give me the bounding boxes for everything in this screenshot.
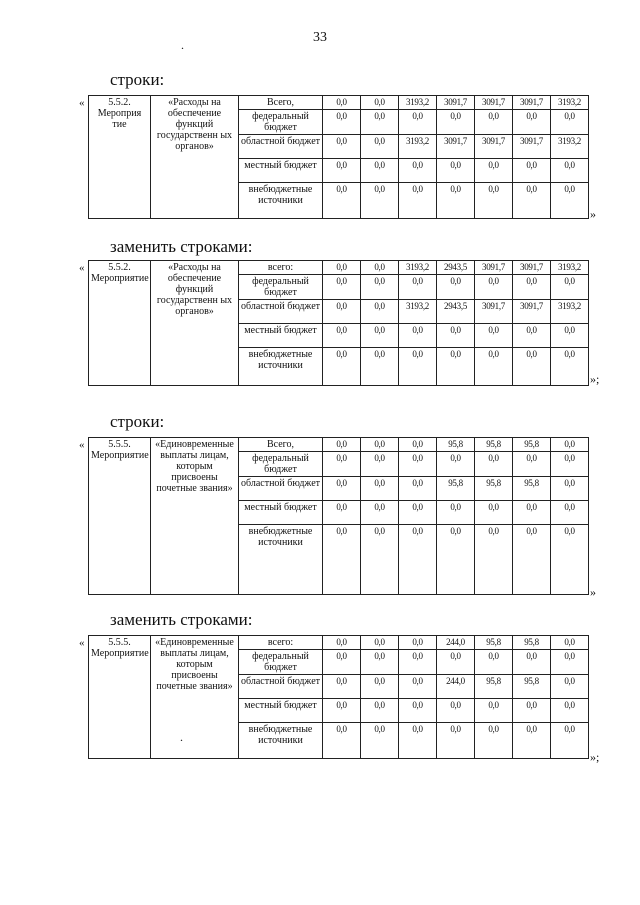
amount-cell: 3193,2 xyxy=(399,135,437,159)
open-quote: « xyxy=(79,637,85,649)
item-code-cell xyxy=(89,261,151,386)
amount-cell: 0,0 xyxy=(399,438,437,452)
item-code-cell xyxy=(89,636,151,759)
amount-cell: 3091,7 xyxy=(475,135,513,159)
amount-cell: 3193,2 xyxy=(551,261,589,275)
funding-source-label: Всего, xyxy=(239,438,323,452)
amount-cell: 0,0 xyxy=(361,261,399,275)
amount-cell: 0,0 xyxy=(551,110,589,135)
budget-table xyxy=(88,95,589,219)
amount-cell: 0,0 xyxy=(323,636,361,650)
funding-source-label: местный бюджет xyxy=(239,501,323,525)
funding-source-label: внебюджетные источники xyxy=(239,348,323,386)
budget-table xyxy=(88,260,589,386)
funding-source-label: федеральный бюджет xyxy=(239,452,323,477)
amount-cell: 0,0 xyxy=(361,110,399,135)
table-body xyxy=(89,636,589,759)
amount-cell: 0,0 xyxy=(475,650,513,675)
item-code: 5.5.5. xyxy=(108,637,131,648)
funding-source-label: местный бюджет xyxy=(239,159,323,183)
amount-cell: 0,0 xyxy=(437,525,475,595)
amount-cell: 0,0 xyxy=(437,699,475,723)
funding-source-label: Всего, xyxy=(239,96,323,110)
amount-cell: 0,0 xyxy=(361,324,399,348)
close-quote: » xyxy=(590,207,596,221)
section-heading: строки: xyxy=(110,412,165,431)
item-code: 5.5.2. xyxy=(108,262,131,273)
amount-cell: 95,8 xyxy=(513,477,551,501)
amount-cell: 0,0 xyxy=(513,159,551,183)
funding-source-label: федеральный бюджет xyxy=(239,650,323,675)
funding-source-label: внебюджетные источники xyxy=(239,525,323,595)
amount-cell: 0,0 xyxy=(475,501,513,525)
amount-cell: 0,0 xyxy=(551,159,589,183)
amount-cell: 0,0 xyxy=(551,723,589,759)
amount-cell: 0,0 xyxy=(361,438,399,452)
amount-cell: 0,0 xyxy=(399,501,437,525)
amount-cell: 0,0 xyxy=(361,699,399,723)
amount-cell: 0,0 xyxy=(361,452,399,477)
amount-cell: 0,0 xyxy=(399,348,437,386)
amount-cell: 0,0 xyxy=(361,675,399,699)
budget-table xyxy=(88,437,589,595)
page-number: 33 xyxy=(313,30,327,45)
amount-cell: 0,0 xyxy=(513,699,551,723)
section-heading: заменить строками: xyxy=(110,237,253,256)
amount-cell: 0,0 xyxy=(323,261,361,275)
item-code-cell xyxy=(89,96,151,219)
amount-cell: 0,0 xyxy=(361,348,399,386)
amount-cell: 3193,2 xyxy=(551,96,589,110)
funding-source-label: областной бюджет xyxy=(239,477,323,501)
amount-cell: 0,0 xyxy=(361,501,399,525)
close-quote: »; xyxy=(590,372,600,386)
amount-cell: 0,0 xyxy=(399,159,437,183)
funding-source-label: областной бюджет xyxy=(239,675,323,699)
amount-cell: 0,0 xyxy=(361,96,399,110)
section-heading: заменить строками: xyxy=(110,610,253,629)
amount-cell: 0,0 xyxy=(323,699,361,723)
amount-cell: 3091,7 xyxy=(475,96,513,110)
amount-cell: 0,0 xyxy=(323,477,361,501)
amount-cell: 95,8 xyxy=(513,636,551,650)
amount-cell: 0,0 xyxy=(323,452,361,477)
table-row xyxy=(89,96,589,110)
funding-source-label: федеральный бюджет xyxy=(239,275,323,300)
open-quote: « xyxy=(79,97,85,109)
amount-cell: 95,8 xyxy=(437,438,475,452)
amount-cell: 0,0 xyxy=(513,501,551,525)
amount-cell: 0,0 xyxy=(399,110,437,135)
amount-cell: 0,0 xyxy=(551,699,589,723)
amount-cell: 0,0 xyxy=(551,636,589,650)
amount-cell: 0,0 xyxy=(323,183,361,219)
amount-cell: 3091,7 xyxy=(513,300,551,324)
funding-source-label: всего: xyxy=(239,261,323,275)
amount-cell: 3091,7 xyxy=(437,135,475,159)
open-quote: « xyxy=(79,262,85,274)
amount-cell: 0,0 xyxy=(437,159,475,183)
amount-cell: 3193,2 xyxy=(551,135,589,159)
amount-cell: 0,0 xyxy=(551,501,589,525)
amount-cell: 244,0 xyxy=(437,636,475,650)
amount-cell: 0,0 xyxy=(475,183,513,219)
amount-cell: 0,0 xyxy=(551,650,589,675)
amount-cell: 0,0 xyxy=(475,110,513,135)
amount-cell: 0,0 xyxy=(323,135,361,159)
close-quote: »; xyxy=(590,750,600,764)
open-quote: « xyxy=(79,439,85,451)
amount-cell: 0,0 xyxy=(551,525,589,595)
amount-cell: 0,0 xyxy=(475,159,513,183)
amount-cell: 0,0 xyxy=(323,525,361,595)
amount-cell: 0,0 xyxy=(551,348,589,386)
amount-cell: 0,0 xyxy=(323,110,361,135)
amount-cell: 95,8 xyxy=(475,438,513,452)
amount-cell: 3193,2 xyxy=(551,300,589,324)
amount-cell: 0,0 xyxy=(399,452,437,477)
amount-cell: 0,0 xyxy=(361,159,399,183)
amount-cell: 0,0 xyxy=(361,300,399,324)
amount-cell: 0,0 xyxy=(323,438,361,452)
amount-cell: 0,0 xyxy=(361,723,399,759)
item-name: «Расходы на обеспечение функций государственн ых органов» xyxy=(151,261,239,386)
amount-cell: 0,0 xyxy=(513,348,551,386)
amount-cell: 0,0 xyxy=(513,723,551,759)
stray-mark: . xyxy=(181,38,184,52)
amount-cell: 0,0 xyxy=(399,699,437,723)
amount-cell: 0,0 xyxy=(361,636,399,650)
amount-cell: 0,0 xyxy=(399,675,437,699)
amount-cell: 0,0 xyxy=(475,525,513,595)
amount-cell: 2943,5 xyxy=(437,261,475,275)
table-row xyxy=(89,438,589,452)
amount-cell: 244,0 xyxy=(437,675,475,699)
item-type: Мероприя тие xyxy=(97,108,142,130)
amount-cell: 0,0 xyxy=(513,110,551,135)
amount-cell: 0,0 xyxy=(437,275,475,300)
amount-cell: 0,0 xyxy=(361,275,399,300)
amount-cell: 0,0 xyxy=(437,723,475,759)
funding-source-label: областной бюджет xyxy=(239,135,323,159)
amount-cell: 95,8 xyxy=(475,636,513,650)
funding-source-label: областной бюджет xyxy=(239,300,323,324)
amount-cell: 0,0 xyxy=(323,675,361,699)
item-type: Мероприятие xyxy=(91,648,149,659)
amount-cell: 0,0 xyxy=(361,525,399,595)
amount-cell: 0,0 xyxy=(323,723,361,759)
amount-cell: 0,0 xyxy=(475,723,513,759)
amount-cell: 0,0 xyxy=(551,183,589,219)
amount-cell: 0,0 xyxy=(399,477,437,501)
amount-cell: 0,0 xyxy=(475,348,513,386)
amount-cell: 0,0 xyxy=(551,275,589,300)
amount-cell: 0,0 xyxy=(323,650,361,675)
amount-cell: 0,0 xyxy=(323,324,361,348)
amount-cell: 0,0 xyxy=(475,275,513,300)
amount-cell: 0,0 xyxy=(437,110,475,135)
amount-cell: 0,0 xyxy=(513,275,551,300)
close-quote: » xyxy=(590,585,596,599)
amount-cell: 0,0 xyxy=(437,183,475,219)
funding-source-label: федеральный бюджет xyxy=(239,110,323,135)
amount-cell: 0,0 xyxy=(437,348,475,386)
section-heading: строки: xyxy=(110,70,165,89)
amount-cell: 95,8 xyxy=(513,675,551,699)
table-body xyxy=(89,96,589,219)
amount-cell: 0,0 xyxy=(551,324,589,348)
amount-cell: 0,0 xyxy=(551,477,589,501)
amount-cell: 0,0 xyxy=(399,636,437,650)
amount-cell: 0,0 xyxy=(361,135,399,159)
amount-cell: 0,0 xyxy=(437,650,475,675)
amount-cell: 0,0 xyxy=(399,525,437,595)
funding-source-label: внебюджетные источники xyxy=(239,183,323,219)
funding-source-label: местный бюджет xyxy=(239,324,323,348)
stray-mark: . xyxy=(180,730,183,744)
amount-cell: 0,0 xyxy=(513,183,551,219)
item-type: Мероприятие xyxy=(91,450,149,461)
amount-cell: 0,0 xyxy=(551,675,589,699)
amount-cell: 0,0 xyxy=(323,96,361,110)
amount-cell: 0,0 xyxy=(437,501,475,525)
amount-cell: 3091,7 xyxy=(513,96,551,110)
amount-cell: 0,0 xyxy=(551,438,589,452)
amount-cell: 0,0 xyxy=(323,501,361,525)
amount-cell: 3091,7 xyxy=(437,96,475,110)
table-row xyxy=(89,636,589,650)
table-row xyxy=(89,261,589,275)
item-name: «Единовременные выплаты лицам, которым присвоены почетные звания» xyxy=(151,636,239,759)
funding-source-label: всего: xyxy=(239,636,323,650)
funding-source-label: внебюджетные источники xyxy=(239,723,323,759)
amount-cell: 3091,7 xyxy=(513,135,551,159)
amount-cell: 95,8 xyxy=(513,438,551,452)
amount-cell: 0,0 xyxy=(399,723,437,759)
item-code-cell xyxy=(89,438,151,595)
amount-cell: 3193,2 xyxy=(399,300,437,324)
amount-cell: 95,8 xyxy=(475,675,513,699)
amount-cell: 3193,2 xyxy=(399,96,437,110)
amount-cell: 95,8 xyxy=(475,477,513,501)
budget-table xyxy=(88,635,589,759)
amount-cell: 0,0 xyxy=(551,452,589,477)
amount-cell: 3091,7 xyxy=(513,261,551,275)
item-code: 5.5.2. xyxy=(108,97,131,108)
amount-cell: 0,0 xyxy=(475,699,513,723)
item-code: 5.5.5. xyxy=(108,439,131,450)
amount-cell: 0,0 xyxy=(513,452,551,477)
amount-cell: 0,0 xyxy=(399,324,437,348)
item-type: Мероприятие xyxy=(91,273,149,284)
amount-cell: 0,0 xyxy=(513,324,551,348)
amount-cell: 0,0 xyxy=(323,275,361,300)
amount-cell: 95,8 xyxy=(437,477,475,501)
amount-cell: 0,0 xyxy=(323,300,361,324)
amount-cell: 0,0 xyxy=(323,348,361,386)
amount-cell: 0,0 xyxy=(475,324,513,348)
amount-cell: 0,0 xyxy=(399,650,437,675)
amount-cell: 0,0 xyxy=(361,183,399,219)
item-name: «Расходы на обеспечение функций государственн ых органов» xyxy=(151,96,239,219)
amount-cell: 0,0 xyxy=(475,452,513,477)
amount-cell: 0,0 xyxy=(513,525,551,595)
amount-cell: 0,0 xyxy=(361,650,399,675)
table-body xyxy=(89,438,589,595)
amount-cell: 2943,5 xyxy=(437,300,475,324)
amount-cell: 3193,2 xyxy=(399,261,437,275)
amount-cell: 0,0 xyxy=(437,452,475,477)
amount-cell: 0,0 xyxy=(323,159,361,183)
amount-cell: 3091,7 xyxy=(475,261,513,275)
item-name: «Единовременные выплаты лицам, которым присвоены почетные звания» xyxy=(151,438,239,595)
amount-cell: 3091,7 xyxy=(475,300,513,324)
amount-cell: 0,0 xyxy=(513,650,551,675)
amount-cell: 0,0 xyxy=(399,183,437,219)
funding-source-label: местный бюджет xyxy=(239,699,323,723)
amount-cell: 0,0 xyxy=(437,324,475,348)
table-body xyxy=(89,261,589,386)
amount-cell: 0,0 xyxy=(361,477,399,501)
amount-cell: 0,0 xyxy=(399,275,437,300)
